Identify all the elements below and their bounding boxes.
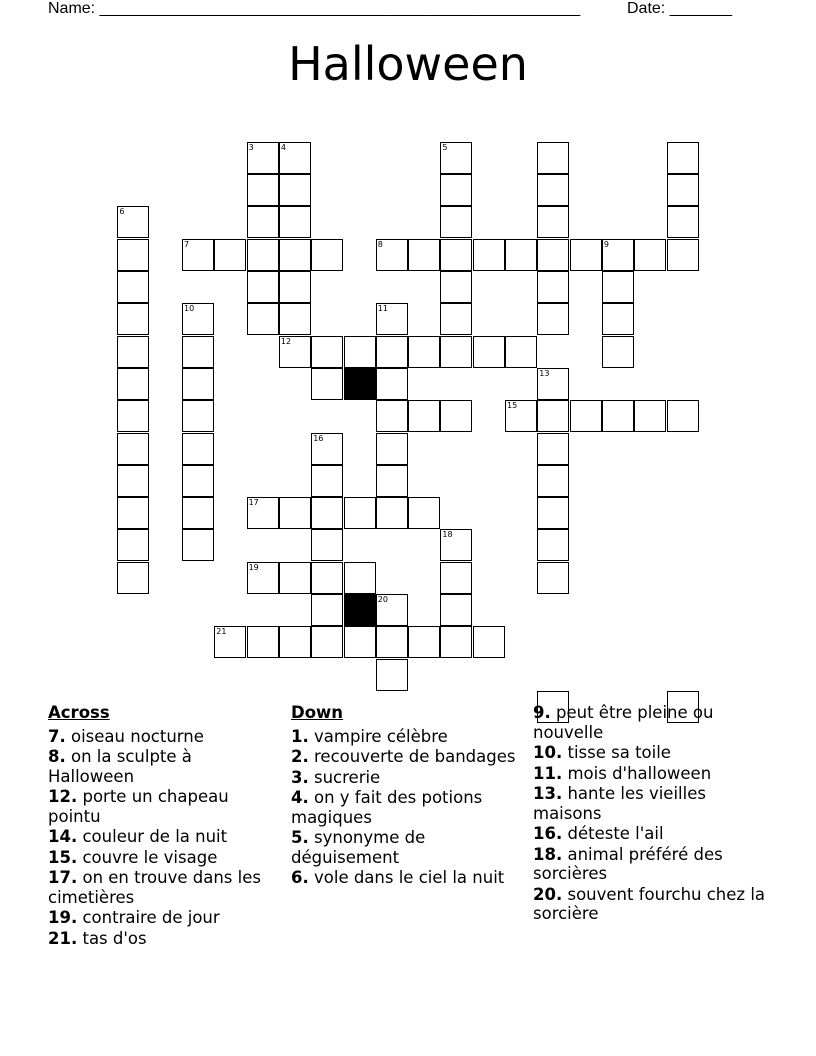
grid-cell[interactable]	[279, 271, 311, 303]
grid-cell[interactable]	[602, 336, 634, 368]
clue-item	[533, 885, 771, 924]
down-clues-continued	[533, 703, 771, 925]
clue-text: porte un chapeau pointu	[48, 787, 229, 826]
grid-cell[interactable]	[473, 239, 505, 271]
grid-cell[interactable]	[279, 239, 311, 271]
clue-item	[48, 787, 273, 826]
grid-cell[interactable]	[182, 368, 214, 400]
clue-text: tas d'os	[77, 928, 147, 948]
grid-cell[interactable]	[376, 659, 408, 691]
clue-number-label: 14.	[48, 827, 78, 846]
clue-number: 11	[377, 304, 388, 314]
grid-cell[interactable]	[279, 336, 311, 368]
clue-item	[48, 868, 273, 907]
grid-cell[interactable]	[279, 497, 311, 529]
grid-cell[interactable]	[537, 239, 569, 271]
clue-text: synonyme de déguisement	[291, 828, 426, 867]
grid-cell[interactable]	[117, 239, 149, 271]
grid-cell[interactable]	[376, 336, 408, 368]
grid-cell[interactable]	[537, 529, 569, 561]
grid-cell[interactable]	[408, 336, 440, 368]
black-cell	[344, 368, 376, 400]
grid-cell[interactable]	[376, 368, 408, 400]
grid-cell[interactable]	[537, 400, 569, 432]
grid-cell[interactable]	[279, 206, 311, 238]
grid-cell[interactable]	[279, 142, 311, 174]
clue-item	[48, 848, 273, 868]
grid-cell[interactable]	[279, 562, 311, 594]
grid-cell[interactable]	[279, 303, 311, 335]
clue-item	[48, 827, 273, 847]
grid-cell[interactable]	[247, 562, 279, 594]
clue-number: 4	[280, 142, 286, 152]
grid-cell[interactable]	[537, 465, 569, 497]
grid-cell[interactable]	[376, 465, 408, 497]
grid-cell[interactable]	[311, 562, 343, 594]
clue-text: on la sculpte à Halloween	[48, 747, 192, 786]
clue-number-label: 5.	[291, 828, 309, 847]
clue-number-label: 2.	[291, 747, 309, 766]
clue-number: 8	[377, 239, 383, 249]
clue-text: couleur de la nuit	[77, 827, 228, 846]
clue-item	[533, 743, 771, 763]
grid-cell[interactable]	[440, 206, 472, 238]
across-heading: Across	[48, 703, 110, 722]
grid-cell[interactable]	[667, 239, 699, 271]
grid-cell[interactable]	[602, 239, 634, 271]
clue-number: 10	[184, 304, 195, 314]
grid-cell[interactable]	[311, 336, 343, 368]
grid-cell[interactable]	[408, 497, 440, 529]
clue-text: recouverte de bandages	[308, 747, 516, 766]
black-cell	[344, 594, 376, 626]
grid-cell[interactable]	[667, 400, 699, 432]
clue-text: peut être pleine ou nouvelle	[533, 703, 714, 742]
grid-cell[interactable]	[117, 465, 149, 497]
grid-cell[interactable]	[182, 529, 214, 561]
clue-text: oiseau nocturne	[65, 726, 204, 746]
grid-cell[interactable]	[505, 336, 537, 368]
clue-number-label: 9.	[533, 703, 551, 722]
grid-cell[interactable]	[182, 400, 214, 432]
grid-cell[interactable]	[570, 400, 602, 432]
grid-cell[interactable]	[182, 433, 214, 465]
clue-number: 21	[216, 627, 227, 637]
grid-cell[interactable]	[117, 368, 149, 400]
clue-item	[533, 764, 771, 784]
grid-cell[interactable]	[376, 303, 408, 335]
clue-item	[291, 868, 517, 888]
clue-number: 3	[248, 142, 254, 152]
grid-cell[interactable]	[440, 529, 472, 561]
grid-cell[interactable]	[537, 562, 569, 594]
clue-number-label: 18.	[533, 844, 563, 864]
grid-cell[interactable]	[117, 529, 149, 561]
grid-cell[interactable]	[344, 336, 376, 368]
clue-item	[291, 768, 517, 788]
grid-cell[interactable]	[537, 206, 569, 238]
clue-text: animal préféré des sorcières	[533, 844, 723, 883]
grid-cell[interactable]	[344, 562, 376, 594]
clue-item	[533, 703, 771, 742]
grid-cell[interactable]	[440, 336, 472, 368]
clue-item	[291, 747, 517, 767]
clue-number-label: 7.	[48, 726, 66, 746]
clue-item	[48, 747, 273, 786]
grid-cell[interactable]	[247, 142, 279, 174]
name-blank: ______________________________________________________	[99, 0, 581, 17]
clue-number: 12	[280, 336, 292, 346]
clue-number-label: 16.	[533, 824, 563, 843]
clue-text: couvre le visage	[77, 847, 218, 867]
grid-cell[interactable]	[344, 626, 376, 658]
clue-number: 5	[442, 142, 448, 152]
clue-item	[291, 788, 517, 827]
grid-cell[interactable]	[182, 239, 214, 271]
grid-cell[interactable]	[537, 271, 569, 303]
grid-cell[interactable]	[182, 336, 214, 368]
grid-cell[interactable]	[117, 303, 149, 335]
clue-text: on y fait des potions magiques	[291, 788, 483, 827]
clue-text: contraire de jour	[77, 908, 220, 927]
clue-number: 6	[119, 207, 125, 217]
grid-cell[interactable]	[117, 271, 149, 303]
grid-cell[interactable]	[440, 174, 472, 206]
grid-cell[interactable]	[473, 336, 505, 368]
grid-cell[interactable]	[247, 271, 279, 303]
clue-text: mois d'halloween	[562, 763, 712, 783]
grid-cell[interactable]	[440, 594, 472, 626]
down-list	[291, 727, 517, 888]
clue-item	[48, 727, 273, 747]
grid-cell[interactable]	[311, 433, 343, 465]
grid-cell[interactable]	[376, 400, 408, 432]
clue-text: on en trouve dans les cimetières	[48, 868, 261, 907]
name-label: Name:	[48, 0, 96, 17]
down-list-continued	[533, 703, 771, 924]
clue-text: souvent fourchu chez la sorcière	[533, 884, 766, 923]
grid-cell[interactable]	[440, 562, 472, 594]
clue-text: hante les vieilles maisons	[533, 784, 706, 823]
clue-number: 20	[377, 595, 388, 604]
grid-cell[interactable]	[247, 239, 279, 271]
grid-cell[interactable]	[247, 626, 279, 658]
clue-number: 13	[539, 368, 550, 378]
clue-number-label: 1.	[291, 726, 309, 746]
grid-cell[interactable]	[311, 594, 343, 626]
grid-cell[interactable]	[311, 239, 343, 271]
grid-cell[interactable]	[182, 497, 214, 529]
grid-cell[interactable]	[376, 594, 408, 626]
grid-cell[interactable]	[279, 626, 311, 658]
grid-cell[interactable]	[602, 400, 634, 432]
clue-number-label: 17.	[48, 868, 78, 887]
grid-cell[interactable]	[667, 206, 699, 238]
clue-text: déteste l'ail	[562, 824, 664, 843]
grid-cell[interactable]	[376, 626, 408, 658]
grid-cell[interactable]	[440, 626, 472, 658]
clue-number: 7	[184, 239, 190, 249]
clue-number-label: 21.	[48, 928, 78, 948]
clue-number-label: 8.	[48, 747, 66, 766]
grid-cell[interactable]	[440, 271, 472, 303]
grid-cell[interactable]	[537, 368, 569, 400]
clue-number-label: 6.	[291, 868, 309, 887]
clue-item	[533, 845, 771, 884]
grid-cell[interactable]	[473, 626, 505, 658]
clue-text: vampire célèbre	[308, 726, 448, 746]
grid-cell[interactable]	[602, 271, 634, 303]
clue-number-label: 20.	[533, 884, 563, 904]
clue-number-label: 19.	[48, 908, 78, 927]
clue-number: 19	[248, 562, 259, 572]
across-clues	[48, 703, 273, 949]
clue-text: tisse sa toile	[562, 743, 671, 762]
grid-cell[interactable]	[376, 433, 408, 465]
grid-cell[interactable]	[182, 465, 214, 497]
grid-cell[interactable]	[117, 497, 149, 529]
grid-cell[interactable]	[505, 400, 537, 432]
clue-number-label: 10.	[533, 743, 563, 762]
clue-number: 16	[313, 433, 324, 443]
grid-cell[interactable]	[247, 497, 279, 529]
grid-cell[interactable]	[182, 303, 214, 335]
clue-number: 18	[442, 530, 453, 540]
clue-number: 17	[248, 498, 259, 508]
grid-cell[interactable]	[344, 497, 376, 529]
grid-cell[interactable]	[279, 174, 311, 206]
grid-cell[interactable]	[667, 174, 699, 206]
grid-cell[interactable]	[376, 497, 408, 529]
grid-cell[interactable]	[505, 239, 537, 271]
grid-cell[interactable]	[311, 465, 343, 497]
page-title: Halloween	[288, 37, 528, 91]
grid-cell[interactable]	[376, 239, 408, 271]
grid-cell[interactable]	[214, 626, 246, 658]
grid-cell[interactable]	[537, 303, 569, 335]
clue-item	[291, 727, 517, 747]
grid-cell[interactable]	[117, 206, 149, 238]
clue-number-label: 15.	[48, 847, 78, 867]
grid-cell[interactable]	[247, 174, 279, 206]
grid-cell[interactable]	[537, 142, 569, 174]
grid-cell[interactable]	[408, 239, 440, 271]
clue-number: 9	[603, 239, 609, 249]
grid-cell[interactable]	[311, 497, 343, 529]
clue-item	[533, 784, 771, 823]
grid-cell[interactable]	[440, 239, 472, 271]
grid-cell[interactable]	[117, 562, 149, 594]
clue-number-label: 12.	[48, 787, 78, 806]
grid-cell[interactable]	[537, 497, 569, 529]
grid-cell[interactable]	[311, 529, 343, 561]
clue-number: 15	[507, 401, 518, 411]
grid-cell[interactable]	[667, 142, 699, 174]
across-list	[48, 727, 273, 949]
grid-cell[interactable]	[247, 303, 279, 335]
grid-cell[interactable]	[214, 239, 246, 271]
grid-cell[interactable]	[440, 303, 472, 335]
grid-cell[interactable]	[408, 400, 440, 432]
clue-text: vole dans le ciel la nuit	[308, 868, 505, 887]
clue-number-label: 4.	[291, 788, 309, 807]
clue-number-label: 11.	[533, 763, 563, 783]
clue-number-label: 13.	[533, 784, 563, 803]
grid-cell[interactable]	[634, 400, 666, 432]
grid-cell[interactable]	[311, 368, 343, 400]
clue-item	[48, 908, 273, 928]
grid-cell[interactable]	[440, 142, 472, 174]
grid-cell[interactable]	[117, 336, 149, 368]
grid-cell[interactable]	[602, 303, 634, 335]
grid-cell[interactable]	[537, 433, 569, 465]
grid-cell[interactable]	[311, 626, 343, 658]
grid-cell[interactable]	[634, 239, 666, 271]
grid-cell[interactable]	[570, 239, 602, 271]
down-clues	[291, 703, 517, 889]
down-heading: Down	[291, 703, 344, 722]
clue-item	[48, 929, 273, 949]
grid-cell[interactable]	[117, 400, 149, 432]
grid-cell[interactable]	[117, 433, 149, 465]
clue-number-label: 3.	[291, 767, 309, 787]
grid-cell[interactable]	[440, 400, 472, 432]
date-label: Date:	[627, 0, 666, 17]
grid-cell[interactable]	[408, 626, 440, 658]
grid-cell[interactable]	[537, 174, 569, 206]
grid-cell[interactable]	[247, 206, 279, 238]
date-blank: _______	[669, 0, 732, 17]
clue-item	[533, 824, 771, 844]
clue-item	[291, 828, 517, 867]
clue-text: sucrerie	[308, 767, 381, 787]
